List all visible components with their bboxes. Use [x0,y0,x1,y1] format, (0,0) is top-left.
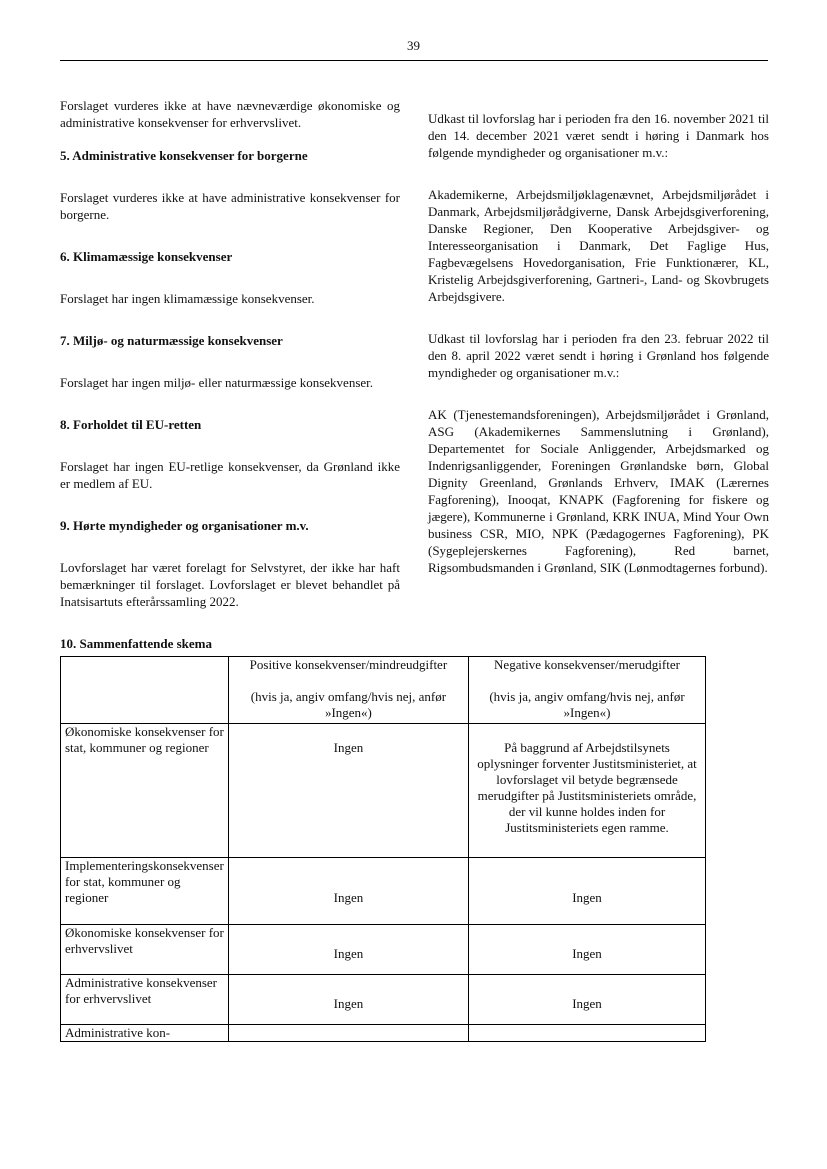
header-empty-cell [61,657,229,724]
left-column [60,97,400,610]
paragraph: Forslaget vurderes ikke at have nævneværdige økonomiske og administrative konsekvenser for erhvervslivet. [60,98,400,130]
row-label: Administrative kon- [61,1025,229,1042]
positive-cell [228,1025,468,1042]
header-negative-cell [469,657,706,724]
negative-cell: Ingen [469,858,706,925]
table-row [61,858,706,925]
row-label: Implementeringskonsekvenser for stat, kommuner og regioner [61,858,229,925]
table-title: 10. Sammenfattende skema [60,636,213,651]
section-heading: 7. Miljø- og naturmæssige konsekvenser [60,333,283,348]
table-row [61,724,706,858]
table-row [61,1025,706,1042]
positive-cell: Ingen [228,925,468,975]
summary-table [60,656,706,1042]
row-label: Økonomiske konsekvenser for erhvervslivet [61,925,229,975]
table-header-row [61,657,706,724]
paragraph: AK (Tjenestemandsforeningen), Arbejdsmiljørådet i Grønland, ASG (Akademikernes Sammenslutning i Grønland), Departementet for Sociale Anliggender, Arbejdsmarked og Indenrigsanliggender, Foreningen Grønlandske børn, Global Dignity Greenland, Grønlands Erhverv, IMAK (Lærernes Fagforening), Inooqat, KNAPK (Fagforening for fiskere og jægere), Kommunerne i Grønland, KRK INUA, Mind Your Own business CSR, MIO, NPK (Pædagogernes Fagforening), PK (Sygeplejerskernes Fagforening), Red barnet, Rigsombudsmanden i Grønland, SIK (Lønmodtagernes forbund). [428,407,769,575]
right-column [428,110,769,576]
section-heading: 5. Administrative konsekvenser for borgerne [60,148,308,163]
page-number: 39 [407,38,420,53]
header-rule [60,60,768,61]
paragraph: Akademikerne, Arbejdsmiljøklagenævnet, Arbejdsmiljørådet i Danmark, Arbejdsmiljørådgiverne, Dansk Arbejdsgiverforening, Danske Regioner, Den Kooperative Arbejdsgiver- og Interesseorganisation i Danmark, Det Faglige Hus, Fagbevægelsens Hovedorganisation, Frie Funktionærer, KL, Kristelig Arbejdsgiverforening, Gartneri-, Land- og Skovbrugets Arbejdsgivere. [428,187,769,304]
paragraph: Forslaget har ingen miljø- eller naturmæssige konsekvenser. [60,375,374,390]
paragraph: Forslaget har ingen klimamæssige konsekvenser. [60,291,315,306]
positive-cell: Ingen [228,975,468,1025]
header-positive: Positive konsekvenser/mindreudgifter [249,657,448,672]
negative-cell [469,1025,706,1042]
table-row [61,925,706,975]
section-heading: 8. Forholdet til EU-retten [60,417,202,432]
paragraph: Udkast til lovforslag har i perioden fra den 23. februar 2022 til den 8. april 2022 været sendt i høring i Grønland hos følgende myndigheder og organisationer m.v.: [428,331,769,380]
header-negative: Negative konsekvenser/merudgifter [494,657,680,672]
positive-cell: Ingen [228,858,468,925]
paragraph: Lovforslaget har været forelagt for Selvstyret, der ikke har haft bemærkninger til forslaget. Lovforslaget er blevet behandlet på Inatsisartuts efterårssamling 2022. [60,560,400,609]
section-heading: 9. Hørte myndigheder og organisationer m.v. [60,518,309,533]
section-heading: 6. Klimamæssige konsekvenser [60,249,233,264]
paragraph: Forslaget har ingen EU-retlige konsekvenser, da Grønland ikke er medlem af EU. [60,459,400,491]
positive-cell: Ingen [228,724,468,858]
header-positive-cell [228,657,468,724]
row-label: Administrative konsekvenser for erhvervslivet [61,975,229,1025]
table-row [61,975,706,1025]
negative-cell: På baggrund af Arbejdstilsynets oplysninger forventer Justitsministeriet, at lovforslaget vil betyde begrænsede merudgifter på Justitsministeriets område, der vil kunne holdes inden for Justitsministeriets egen ramme. [469,724,706,858]
paragraph: Forslaget vurderes ikke at have administrative konsekvenser for borgerne. [60,190,400,222]
header-hint: (hvis ja, angiv omfang/hvis nej, anfør »Ingen«) [489,689,685,720]
paragraph: Udkast til lovforslag har i perioden fra den 16. november 2021 til den 14. december 2021 været sendt i høring i Danmark hos følgende myndigheder og organisationer m.v.: [428,111,769,160]
negative-cell: Ingen [469,925,706,975]
negative-cell: Ingen [469,975,706,1025]
header-hint: (hvis ja, angiv omfang/hvis nej, anfør »Ingen«) [250,689,447,720]
row-label: Økonomiske konsekvenser for stat, kommuner og regioner [61,724,229,858]
